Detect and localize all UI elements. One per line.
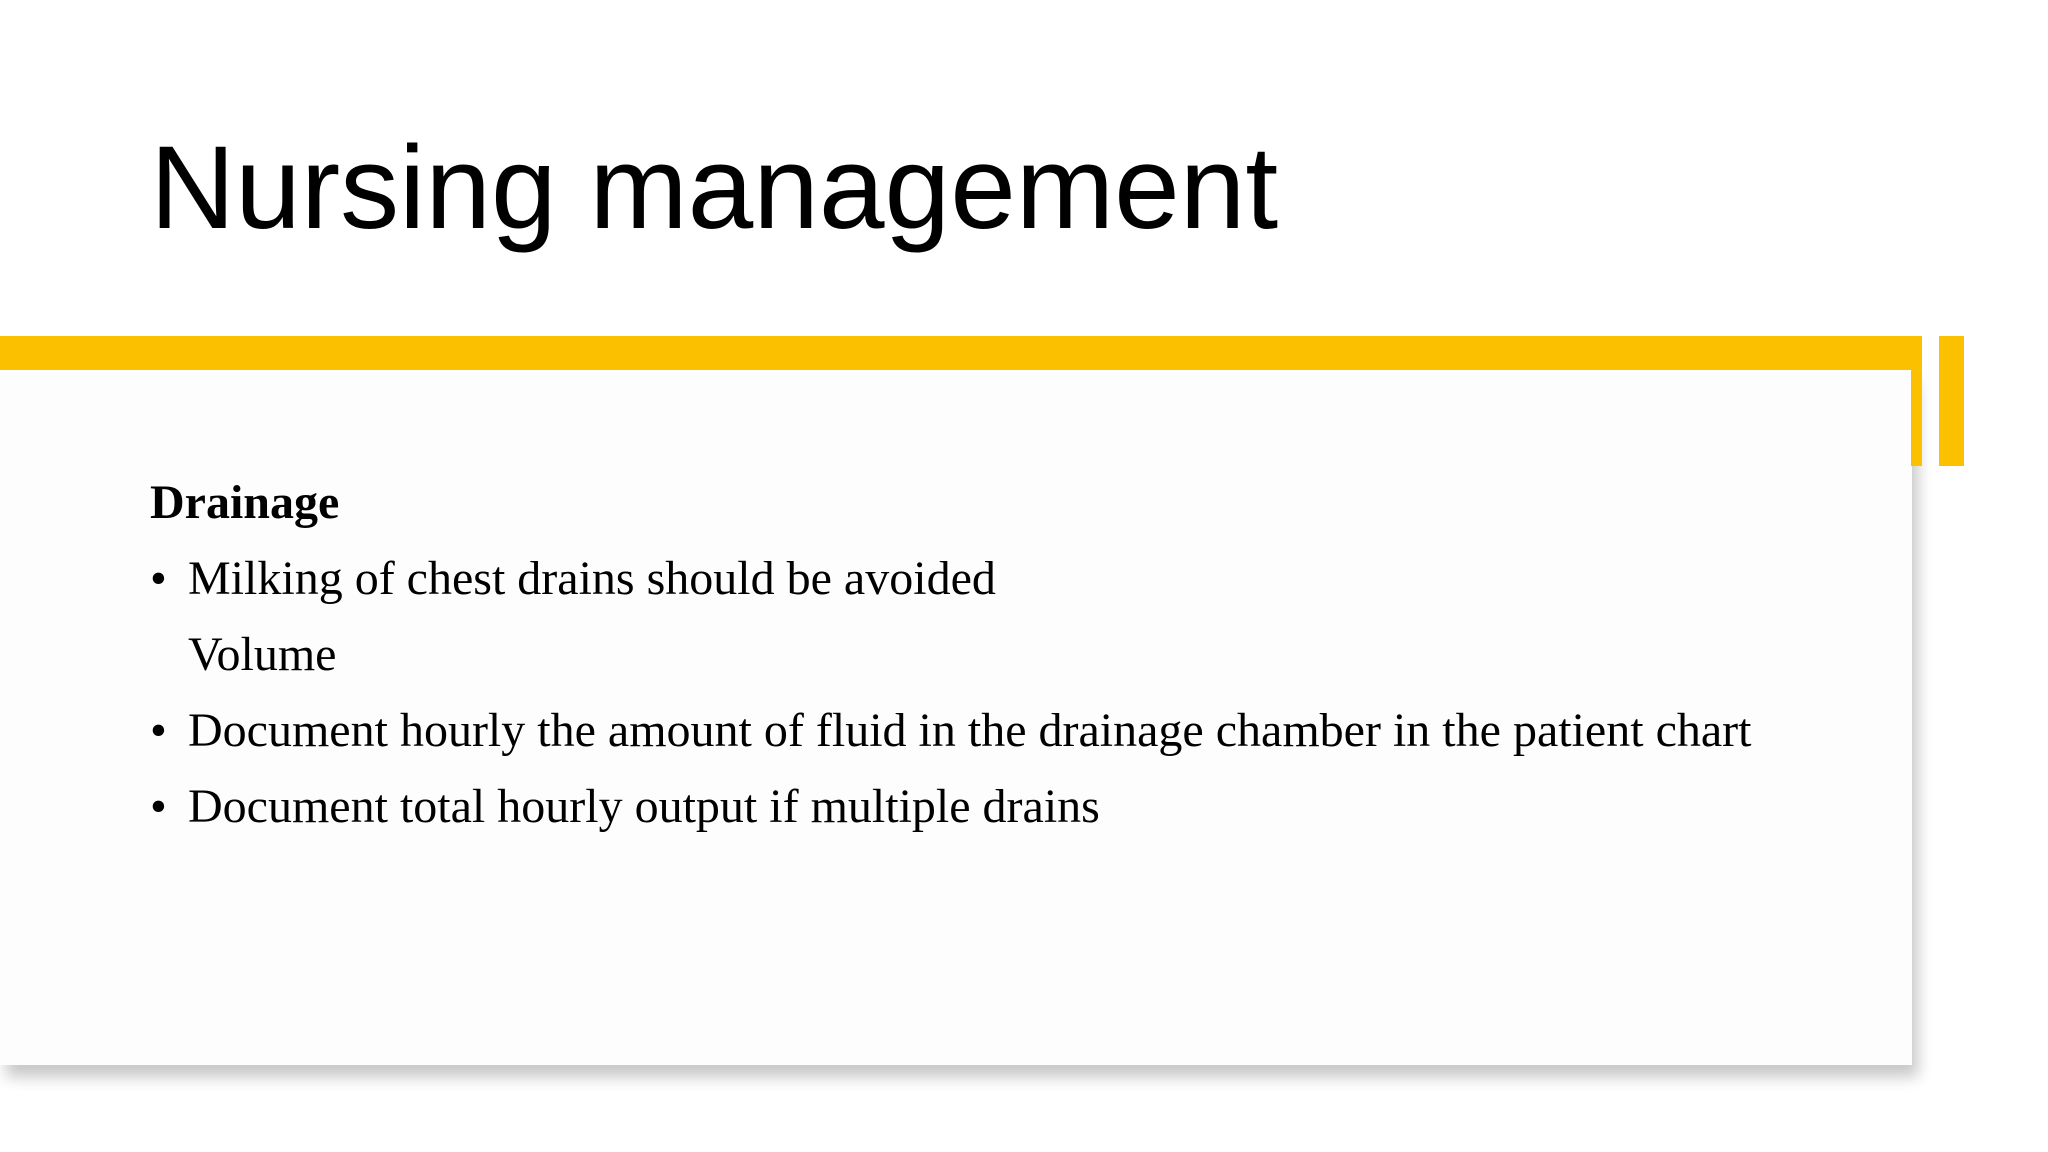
- bullet-text: Document total hourly output if multiple drains: [188, 780, 1100, 833]
- subheading-volume: Volume: [188, 628, 337, 681]
- bullet-item: [150, 551, 1770, 607]
- section-heading-drainage: Drainage: [150, 476, 340, 529]
- accent-bar-top: [0, 336, 1922, 370]
- bullet-text: Milking of chest drains should be avoided: [188, 552, 996, 605]
- slide-body: [150, 475, 1770, 835]
- bullet-dot: •: [150, 780, 167, 833]
- accent-bar-right-inner: [1911, 336, 1922, 466]
- bullet-item: [150, 779, 1770, 835]
- slide-title: Nursing management: [150, 122, 1279, 254]
- bullet-text: Document hourly the amount of fluid in the drainage chamber in the patient chart: [188, 704, 1752, 757]
- bullet-item: [150, 703, 1770, 759]
- accent-bar-right-outer: [1939, 336, 1964, 466]
- bullet-dot: •: [150, 552, 167, 605]
- bullet-dot: •: [150, 704, 167, 757]
